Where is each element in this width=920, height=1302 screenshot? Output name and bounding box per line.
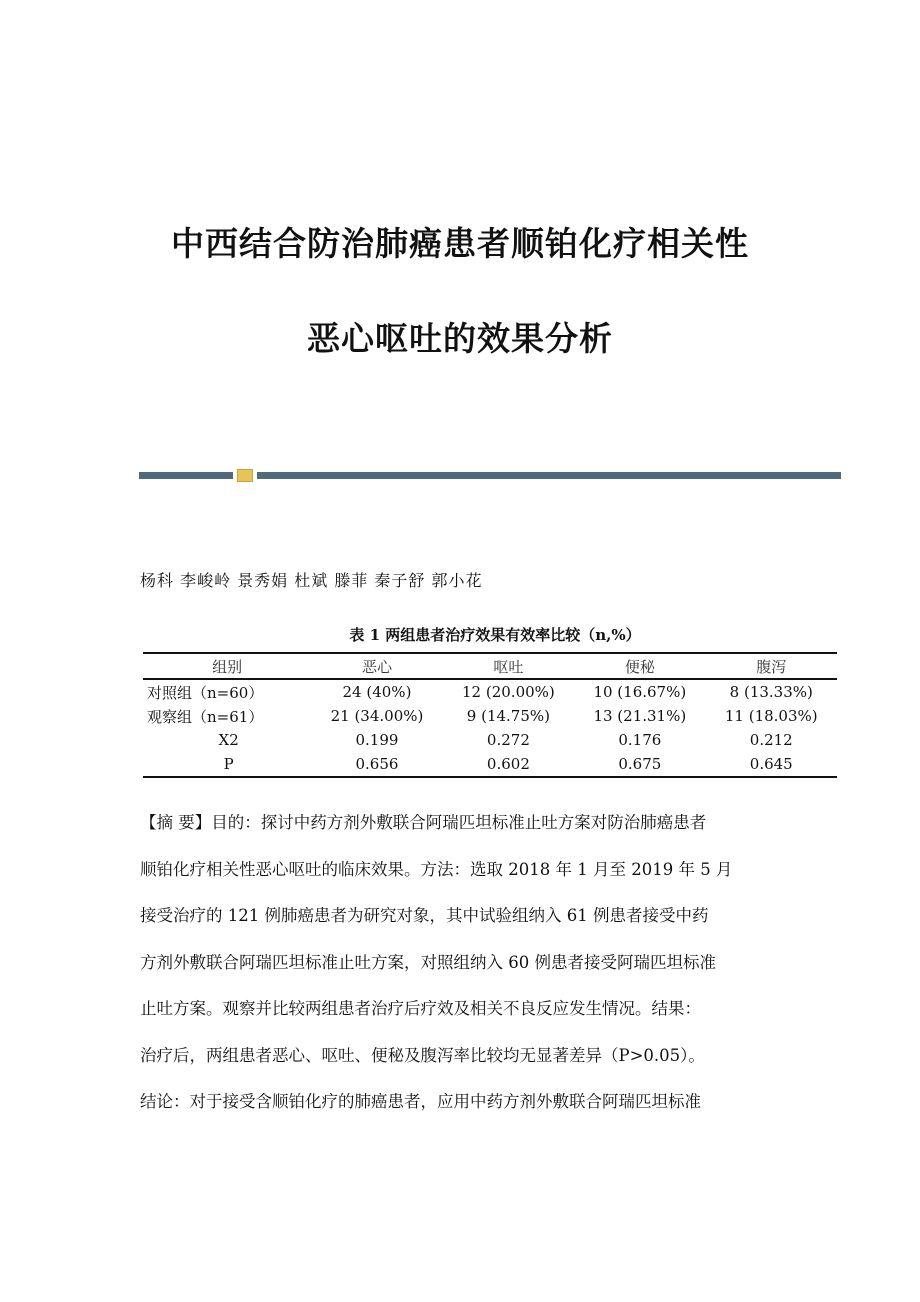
table-cell: 对照组（n=60） [147, 683, 264, 702]
table-row [143, 752, 837, 777]
table-cell: 12 (20.00%) [462, 683, 555, 701]
abstract [140, 800, 800, 1126]
table-cell: 观察组（n=61） [147, 707, 264, 726]
table-cell: 0.176 [618, 731, 662, 749]
table-header: 腹泻 [706, 653, 837, 679]
title-line-1: 中西结合防治肺癌患者顺铂化疗相关性 [171, 224, 749, 263]
table-cell: 0.212 [749, 731, 793, 749]
table-cell: 24 (40%) [342, 683, 412, 701]
table-cell: 10 (16.67%) [593, 683, 687, 701]
table-cell: 21 (34.00%) [330, 707, 424, 725]
table-cell: 0.602 [486, 755, 530, 773]
table-header: 呕吐 [443, 653, 574, 679]
table-cell: 11 (18.03%) [724, 707, 818, 725]
table-cell: 8 (13.33%) [729, 683, 813, 701]
table-header: 组别 [143, 653, 311, 679]
title-line-2: 恶心呕吐的效果分析 [307, 319, 613, 358]
table-cell: 0.199 [355, 731, 399, 749]
envelope-icon [237, 469, 253, 482]
table-caption: 表 1 两组患者治疗效果有效率比较（n,%） [349, 626, 641, 644]
abstract-line: 【摘 要】目的：探讨中药方剂外敷联合阿瑞匹坦标准止吐方案对防治肺癌患者 [140, 813, 707, 832]
table-header: 恶心 [311, 653, 442, 679]
table-cell: 0.272 [486, 731, 530, 749]
table-row [143, 679, 837, 704]
results-table [143, 652, 837, 778]
abstract-line: 结论：对于接受含顺铂化疗的肺癌患者，应用中药方剂外敷联合阿瑞匹坦标准 [140, 1092, 701, 1111]
table-cell: 13 (21.31%) [593, 707, 687, 725]
table-cell: 0.656 [355, 755, 399, 773]
table-cell: 9 (14.75%) [466, 707, 550, 725]
table-row [143, 728, 837, 752]
abstract-line: 接受治疗的 121 例肺癌患者为研究对象，其中试验组纳入 61 例患者接受中药 [140, 906, 709, 925]
divider-bar-right [257, 472, 841, 479]
divider-bar-left [139, 472, 233, 479]
abstract-line: 方剂外敷联合阿瑞匹坦标准止吐方案，对照组纳入 60 例患者接受阿瑞匹坦标准 [140, 952, 716, 972]
table-cell: 0.675 [618, 755, 662, 773]
abstract-line: 治疗后，两组患者恶心、呕吐、便秘及腹泻率比较均无显著差异（P>0.05）。 [140, 1045, 705, 1065]
table-cell: X2 [218, 731, 239, 749]
authors: 杨科 李峻岭 景秀娟 杜斌 滕菲 秦子舒 郭小花 [140, 571, 483, 590]
table-cell: 0.645 [749, 755, 793, 773]
abstract-line: 顺铂化疗相关性恶心呕吐的临床效果。方法：选取 2018 年 1 月至 2019 年 5 月 [140, 859, 733, 879]
table-row [143, 704, 837, 728]
table-header: 便秘 [574, 653, 705, 679]
abstract-line: 止吐方案。观察并比较两组患者治疗后疗效及相关不良反应发生情况。结果： [140, 999, 701, 1018]
table-cell: P [223, 755, 234, 773]
